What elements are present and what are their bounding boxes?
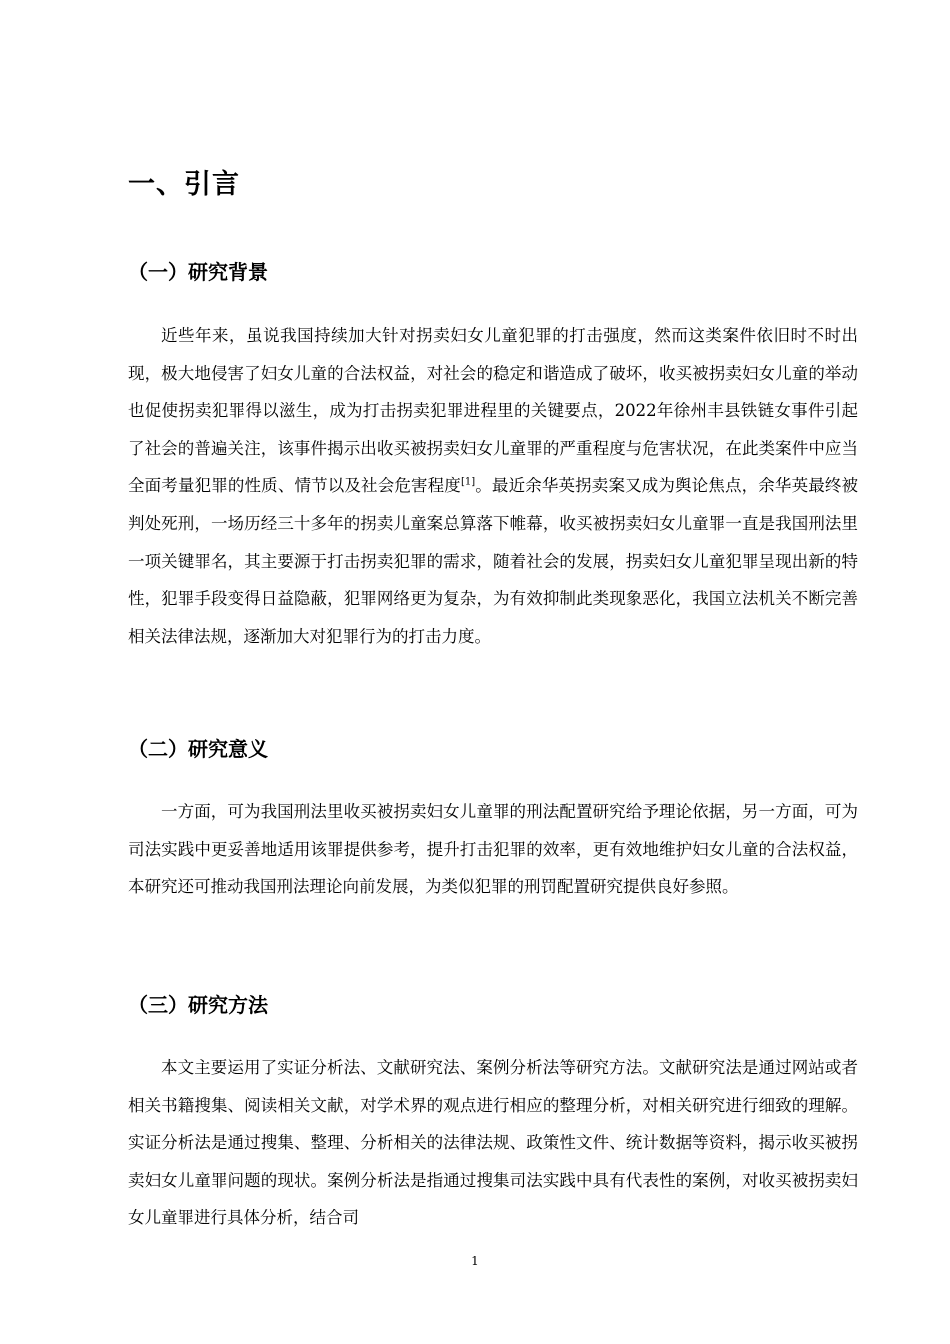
- section-heading-background: （一）研究背景: [128, 260, 268, 284]
- chapter-heading: 一、引言: [128, 169, 240, 200]
- paragraph-significance: 一方面，可为我国刑法里收买被拐卖妇女儿童罪的刑法配置研究给予理论依据，另一方面，可为司法实践中更妥善地适用该罪提供参考，提升打击犯罪的效率，更有效地维护妇女儿童的合法权益，本研究还可推动我国刑法理论向前发展，为类似犯罪的刑罚配置研究提供良好参照。: [128, 802, 858, 897]
- section-heading-significance: （二）研究意义: [128, 737, 268, 761]
- paragraph-background-text-a: 近些年来，虽说我国持续加大针对拐卖妇女儿童犯罪的打击强度，然而这类案件依旧时不时出现，极大地侵害了妇女儿童的合法权益，对社会的稳定和谐造成了破坏，收买被拐卖妇女儿童的举动也促使拐卖犯罪得以滋生，成为打击拐卖犯罪进程里的关键要点，2022年徐州丰县铁链女事件引起了社会的普遍关注，该事件揭示出收买被拐卖妇女儿童罪的严重程度与危害状况，在此类案件中应当全面考量犯罪的性质、情节以及社会危害程度: [128, 326, 858, 496]
- page-number: 1: [471, 1254, 479, 1268]
- section-heading-methods: （三）研究方法: [128, 993, 268, 1017]
- paragraph-methods: 本文主要运用了实证分析法、文献研究法、案例分析法等研究方法。文献研究法是通过网站或者相关书籍搜集、阅读相关文献，对学术界的观点进行相应的整理分析，对相关研究进行细致的理解。实证分析法是通过搜集、整理、分析相关的法律法规、政策性文件、统计数据等资料，揭示收买被拐卖妇女儿童罪问题的现状。案例分析法是指通过搜集司法实践中具有代表性的案例，对收买被拐卖妇女儿童罪进行具体分析，结合司: [128, 1058, 858, 1228]
- paragraph-background: [128, 317, 858, 655]
- citation-ref-1[interactable]: [1]: [460, 476, 476, 488]
- paragraph-background-text-b: 。最近余华英拐卖案又成为舆论焦点，余华英最终被判处死刑，一场历经三十多年的拐卖儿童案总算落下帷幕，收买被拐卖妇女儿童罪一直是我国刑法里一项关键罪名，其主要源于打击拐卖犯罪的需求，随着社会的发展，拐卖妇女儿童犯罪呈现出新的特性，犯罪手段变得日益隐蔽，犯罪网络更为复杂，为有效抑制此类现象恶化，我国立法机关不断完善相关法律法规，逐渐加大对犯罪行为的打击力度。: [128, 476, 859, 646]
